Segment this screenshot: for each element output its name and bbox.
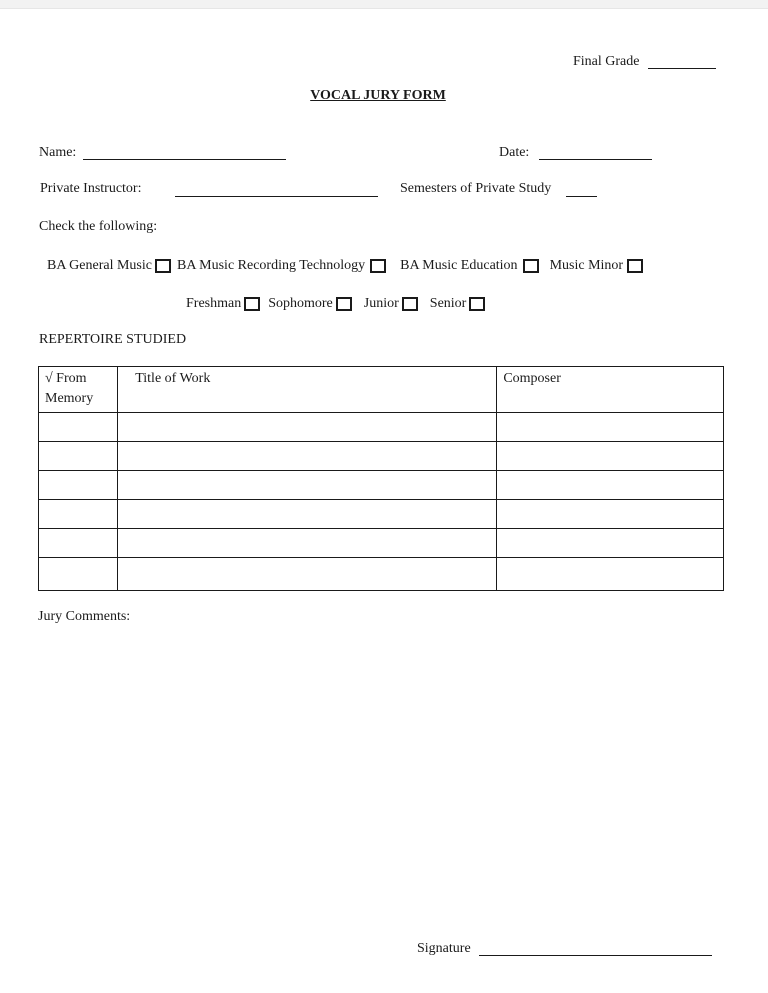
program-option-label: BA Music Education	[400, 258, 518, 273]
year-option-freshman[interactable]	[186, 296, 260, 312]
table-row	[39, 529, 724, 558]
name-field[interactable]	[83, 159, 286, 160]
checkbox-recording-technology[interactable]	[370, 259, 386, 273]
signature-label: Signature	[417, 941, 471, 956]
checkbox-music-education[interactable]	[523, 259, 539, 273]
checkbox-freshman[interactable]	[244, 297, 260, 311]
program-option-label: BA Music Recording Technology	[176, 258, 366, 273]
memory-cell[interactable]	[39, 558, 118, 591]
title-cell[interactable]	[118, 500, 497, 529]
form-title: VOCAL JURY FORM	[310, 88, 446, 103]
title-cell[interactable]	[118, 442, 497, 471]
table-row	[39, 471, 724, 500]
composer-cell[interactable]	[497, 558, 724, 591]
memory-header-line2: Memory	[45, 391, 94, 406]
composer-cell[interactable]	[497, 471, 724, 500]
year-option-label: Senior	[429, 296, 467, 311]
year-option-junior[interactable]	[364, 296, 418, 312]
checkbox-junior[interactable]	[402, 297, 418, 311]
year-option-senior[interactable]	[430, 296, 486, 312]
year-checkbox-row	[186, 295, 485, 313]
instructor-field[interactable]	[175, 196, 378, 197]
title-cell[interactable]	[118, 558, 497, 591]
memory-column-header	[39, 367, 118, 413]
memory-cell[interactable]	[39, 413, 118, 442]
memory-header-line1: √ From	[45, 371, 87, 386]
composer-cell[interactable]	[497, 500, 724, 529]
program-option-label: Music Minor	[549, 258, 624, 273]
date-label: Date:	[499, 145, 530, 160]
jury-comments-label: Jury Comments:	[38, 609, 131, 624]
year-option-label: Sophomore	[268, 296, 333, 311]
composer-cell[interactable]	[497, 529, 724, 558]
check-following-label: Check the following:	[39, 219, 158, 234]
title-cell[interactable]	[118, 471, 497, 500]
checkbox-general-music[interactable]	[155, 259, 171, 273]
repertoire-heading: REPERTOIRE STUDIED	[39, 332, 187, 347]
instructor-label: Private Instructor:	[40, 181, 142, 196]
table-row	[39, 442, 724, 471]
composer-column-header: Composer	[497, 367, 724, 413]
semesters-label: Semesters of Private Study	[400, 181, 552, 196]
composer-cell[interactable]	[497, 442, 724, 471]
title-cell[interactable]	[118, 529, 497, 558]
program-option-general-music[interactable]	[47, 258, 171, 274]
semesters-field[interactable]	[566, 196, 597, 197]
program-option-music-minor[interactable]	[550, 258, 644, 274]
checkbox-music-minor[interactable]	[627, 259, 643, 273]
table-row	[39, 558, 724, 591]
name-label: Name:	[39, 145, 77, 160]
memory-cell[interactable]	[39, 442, 118, 471]
jury-comments-area[interactable]	[38, 630, 724, 920]
title-column-header: Title of Work	[118, 367, 497, 413]
table-row	[39, 413, 724, 442]
memory-cell[interactable]	[39, 500, 118, 529]
program-option-music-education[interactable]	[400, 258, 538, 274]
final-grade-label: Final Grade	[573, 54, 640, 69]
date-field[interactable]	[539, 159, 652, 160]
page-top-edge	[0, 0, 768, 9]
year-option-sophomore[interactable]	[268, 296, 352, 312]
composer-cell[interactable]	[497, 413, 724, 442]
year-option-label: Freshman	[186, 296, 242, 311]
final-grade-field[interactable]	[648, 68, 716, 69]
year-option-label: Junior	[363, 296, 399, 311]
memory-cell[interactable]	[39, 471, 118, 500]
program-checkbox-row	[47, 257, 643, 275]
table-header-row	[39, 367, 724, 413]
title-cell[interactable]	[118, 413, 497, 442]
table-row	[39, 500, 724, 529]
signature-field[interactable]	[479, 955, 712, 956]
program-option-recording-technology[interactable]	[177, 258, 386, 274]
memory-cell[interactable]	[39, 529, 118, 558]
checkbox-senior[interactable]	[469, 297, 485, 311]
checkbox-sophomore[interactable]	[336, 297, 352, 311]
program-option-label: BA General Music	[47, 258, 152, 273]
repertoire-table	[38, 366, 724, 591]
